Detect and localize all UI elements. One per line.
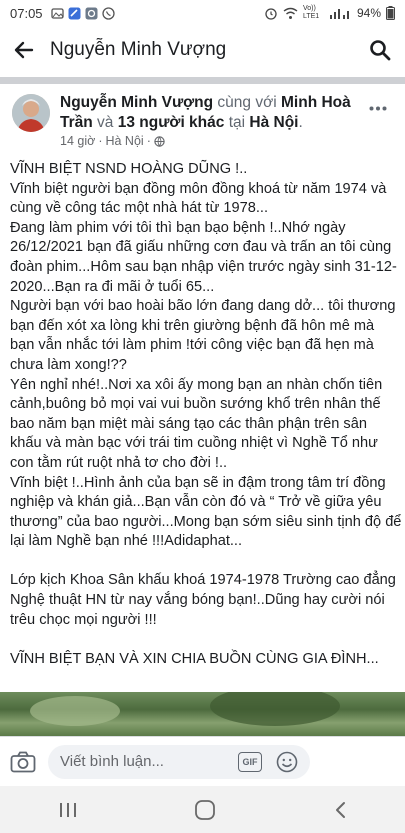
with-text: cùng với	[213, 94, 282, 111]
more-horizontal-icon	[369, 106, 387, 111]
post-author-line	[60, 93, 360, 133]
tagged-person[interactable]: Minh Hoà Trần	[60, 94, 351, 131]
wifi-icon	[283, 7, 298, 20]
avatar-photo-icon	[12, 94, 50, 132]
post-paragraph: Người bạn với bao hoài bão lớn đang dang dở... tôi thương bạn đến xót xa lòng khi trên giường bệnh đã hôn mê mà bạn vẫn nhắc tới làm phim !tới công việc bạn đã hẹn mà chưa làm xong!??	[10, 298, 396, 373]
smiley-icon	[276, 751, 298, 773]
paragraph-gap	[10, 630, 402, 650]
paragraph-gap	[10, 552, 402, 572]
post-paragraph: Vĩnh biệt !..Hình ảnh của bạn sẽ in đậm trong tâm trí đồng nghiệp và khán giả...Bạn vẫn còn đó và “ Trở về giữa yêu thương” của bao người...Mong bạn sớm siêu sinh tịnh độ để lại làm Nghề bạn nhé !!!Adidaphat...	[10, 474, 402, 550]
network-label: Vo)) LTE1	[302, 5, 320, 20]
recent-apps-icon	[59, 802, 77, 818]
post-paragraph: Đang làm phim với tôi thì bạn bạo bệnh !..Nhớ ngày 26/12/2021 bạn đã giấu những cơn đau và trấn an tôi cùng đoàn phim...Hôm sau bạn nhập viện trước ngày sinh 31-12-2020...Bạn ra đi mãi ở tuổi 65...	[10, 219, 397, 295]
avatar[interactable]	[12, 94, 50, 132]
recent-apps-button[interactable]	[59, 802, 77, 818]
arrow-left-icon	[14, 41, 34, 59]
app-header	[0, 26, 405, 74]
post-paragraph: Vĩnh biệt người bạn đồng môn đồng khoá từ năm 1974 và cùng về công tác một nhà hát từ 1978...	[10, 180, 387, 217]
image-foliage-dark	[210, 692, 340, 726]
post-time[interactable]: 14 giờ	[60, 134, 96, 148]
image-foliage	[30, 696, 120, 726]
emoji-button[interactable]	[276, 751, 298, 777]
back-nav-button[interactable]	[334, 801, 346, 819]
signal-icon	[330, 7, 352, 19]
post-body	[10, 160, 402, 669]
battery-label: 94%	[356, 6, 381, 20]
location-suffix: .	[298, 114, 303, 131]
page-title: Nguyễn Minh Vượng	[50, 39, 227, 60]
battery-icon	[386, 6, 395, 20]
post-header	[0, 88, 405, 148]
post-place[interactable]: Hà Nội	[105, 134, 144, 148]
meta-separator: ·	[98, 134, 103, 148]
app-notification-icon	[68, 7, 81, 20]
system-nav-bar	[0, 786, 405, 833]
gif-button[interactable]: GIF	[238, 752, 262, 772]
camera-icon	[10, 751, 36, 773]
search-icon	[369, 39, 391, 61]
post-options-button[interactable]	[369, 94, 387, 117]
post-paragraph: Lớp kịch Khoa Sân khấu khoá 1974-1978 Trường cao đẳng Nghệ thuật HN từ nay vắng bóng bạn!..Dũng hay cười nói trêu chọc mọi người !!!	[10, 572, 396, 628]
post-paragraph: VĨNH BIỆT NSND HOÀNG DŨNG !..	[10, 161, 248, 177]
chevron-left-icon	[334, 801, 346, 819]
post-location[interactable]: Hà Nội	[249, 114, 299, 131]
viber-icon	[102, 7, 115, 20]
post-image[interactable]	[0, 692, 405, 736]
status-notification-icons	[51, 7, 115, 20]
status-time: 07:05	[10, 5, 43, 21]
back-button[interactable]	[14, 41, 34, 59]
status-bar	[0, 0, 405, 26]
post-paragraph: VĨNH BIỆT BẠN VÀ XIN CHIA BUỒN CÙNG GIA ĐÌNH...	[10, 650, 379, 667]
section-divider	[0, 77, 405, 84]
alarm-icon	[264, 6, 278, 20]
meta-separator-2: ·	[146, 134, 151, 148]
tagged-others[interactable]: 13 người khác	[117, 114, 225, 131]
sync-icon	[85, 7, 98, 20]
and-text: và	[92, 114, 118, 131]
camera-button[interactable]	[10, 751, 36, 773]
comment-placeholder: Viết bình luận...	[60, 753, 164, 770]
at-text: tại	[224, 114, 250, 131]
post-meta	[60, 134, 165, 148]
search-button[interactable]	[369, 39, 391, 61]
home-button[interactable]	[194, 799, 216, 821]
home-icon	[194, 799, 216, 821]
status-right	[264, 5, 395, 21]
comment-input[interactable]	[48, 745, 310, 779]
post-paragraph: Yên nghỉ nhé!..Nơi xa xôi ấy mong bạn an nhàn chốn tiên cảnh,buông bỏ mọi vai vui buồn sướng khổ trên nhân thế bao năm bạn miệt mài sáng tạo các thân phận trên sân khấu và màn bạc với trái tim cuồng nhiệt vì Nghề Tổ như con tằm rút ruột nhả tơ cho đời !..	[10, 376, 383, 471]
author-name[interactable]: Nguyễn Minh Vượng	[60, 94, 214, 111]
gallery-icon	[51, 7, 64, 20]
globe-icon	[154, 136, 165, 147]
comment-bar	[0, 736, 405, 786]
